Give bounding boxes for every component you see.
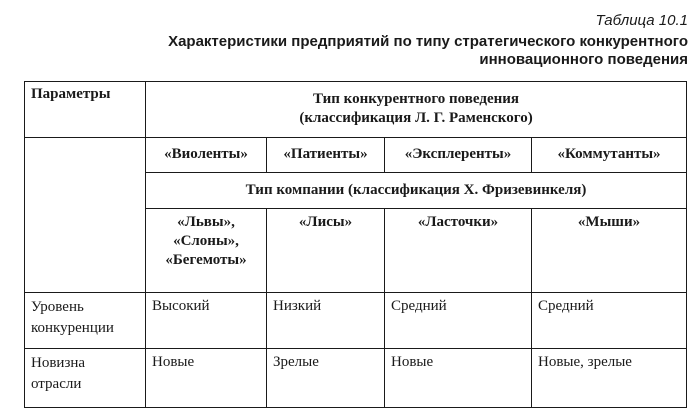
ramensky-type-cell: «Виоленты» (146, 137, 267, 173)
ramensky-type-cell: «Коммутанты» (532, 137, 687, 173)
freeze-header-cell: Тип компании (классификация Х. Фризевинкеля) (146, 173, 687, 209)
table-title-line-2: инновационного поведения (479, 51, 688, 68)
freeze-type-cell (146, 208, 267, 292)
freeze-type-line: «Львы», (177, 213, 235, 230)
ramensky-header-line-2: (классификация Л. Г. Раменского) (299, 110, 533, 127)
strategy-table (24, 81, 687, 408)
params-header-spacer (25, 137, 146, 292)
freeze-type-cell (385, 208, 532, 292)
ramensky-header-line-1: Тип конкурентного поведения (313, 91, 520, 108)
ramensky-types-row (25, 137, 687, 173)
ramensky-header-cell (146, 82, 687, 138)
table-title-line-1: Характеристики предприятий по типу стратегического конкурентного (168, 33, 688, 50)
param-label-line-2: конкуренции (31, 319, 114, 336)
table-row (25, 349, 687, 408)
ramensky-type-cell: «Патиенты» (267, 137, 385, 173)
value-cell: Низкий (267, 292, 385, 349)
ramensky-type-cell: «Эксплеренты» (385, 137, 532, 173)
table-row (25, 292, 687, 349)
value-cell: Новые (385, 349, 532, 408)
freeze-type-line: «Лисы» (298, 213, 353, 230)
freeze-type-line: «Ласточки» (417, 213, 499, 230)
param-label-cell (25, 349, 146, 408)
value-cell: Зрелые (267, 349, 385, 408)
freeze-type-cell (267, 208, 385, 292)
param-label-line-2: отрасли (31, 376, 82, 393)
table-title (48, 33, 688, 69)
freeze-type-line: «Слоны», (173, 232, 239, 249)
freeze-type-line: «Мыши» (577, 213, 641, 230)
value-cell: Высокий (146, 292, 267, 349)
value-cell: Новые, зрелые (532, 349, 687, 408)
table-caption: Таблица 10.1 (595, 12, 688, 29)
value-cell: Новые (146, 349, 267, 408)
param-label-cell (25, 292, 146, 349)
param-label-line-1: Новизна (31, 355, 86, 372)
value-cell: Средний (532, 292, 687, 349)
params-header-cell: Параметры (25, 82, 146, 138)
table-header-row (25, 82, 687, 138)
freeze-type-cell (532, 208, 687, 292)
freeze-type-line: «Бегемоты» (165, 251, 247, 268)
param-label-line-1: Уровень (31, 298, 84, 315)
value-cell: Средний (385, 292, 532, 349)
